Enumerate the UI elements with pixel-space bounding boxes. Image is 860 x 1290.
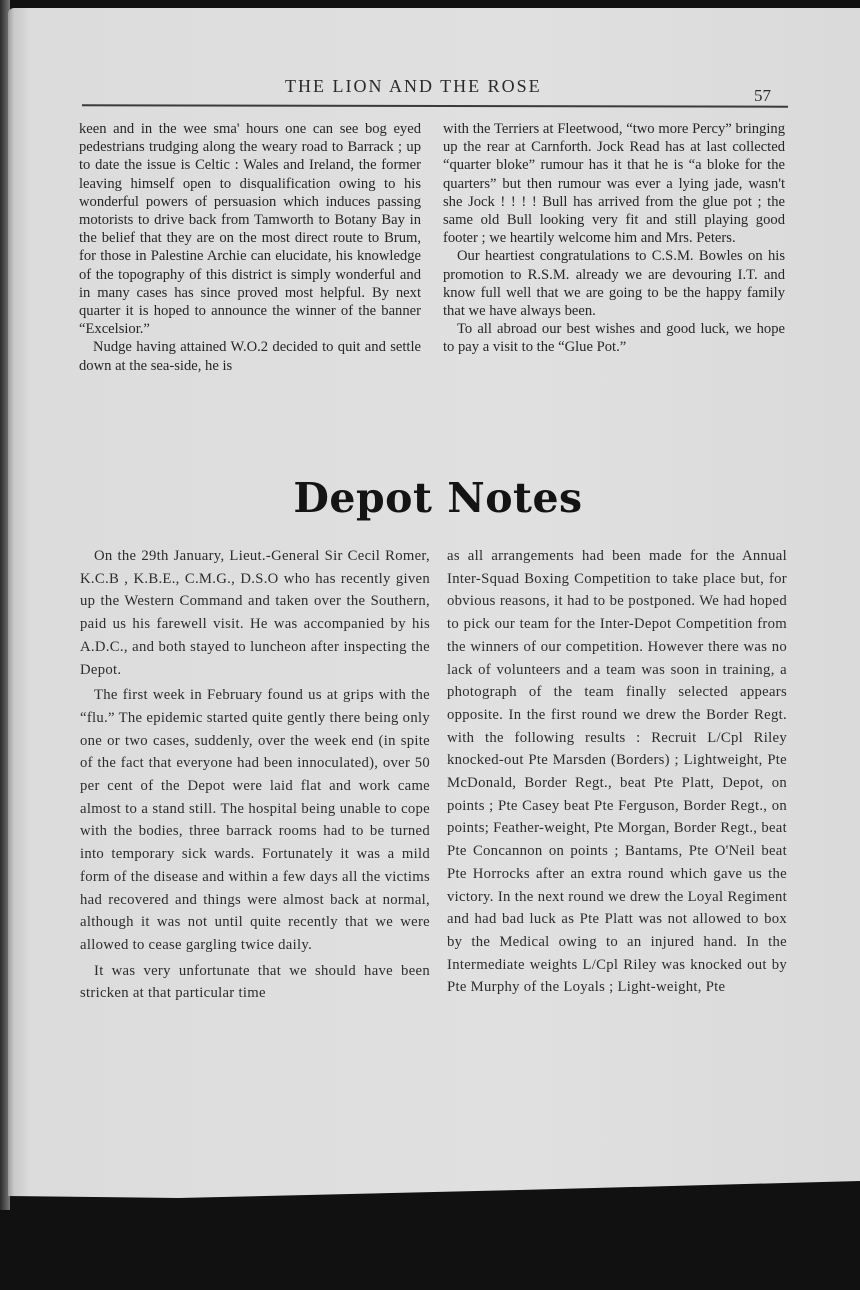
previous-article-right-column	[443, 120, 785, 357]
article-right-column	[447, 545, 787, 999]
article-left-column	[80, 545, 430, 1005]
page-number: 57	[754, 86, 771, 105]
previous-article-left-column	[79, 120, 421, 375]
paragraph: On the 29th January, Lieut.-General Sir Cecil Romer, K.C.B , K.B.E., C.M.G., D.S.O who has recently given up the Western Command and taken over the Southern, paid us his farewell visit. He was accompanied by his A.D.C., and both stayed to luncheon after inspecting the Depot.	[80, 548, 430, 678]
paragraph: It was very unfortunate that we should have been stricken at that particular time	[80, 962, 430, 1002]
paragraph: To all abroad our best wishes and good luck, we hope to pay a visit to the “Glue Pot.”	[443, 321, 785, 356]
paragraph: Nudge having attained W.O.2 decided to quit and settle down at the sea-side, he is	[79, 339, 421, 374]
running-title: THE LION AND THE ROSE	[285, 76, 542, 96]
paragraph: keen and in the wee sma' hours one can see bog eyed pedestrians trudging along the weary road to Barrack ; up to date the issue is Celtic : Wales and Ireland, the former leaving himself open to disqualification owing to his wonderful powers of persuasion which induces passing motorists to drive back from Tamworth to Botany Bay in the belief that they are on the most direct route to Brum, for those in Palestine Archie can elucidate, his knowledge of the topography of this district is simply wonderful and in many cases has since proved most helpful. By next quarter it is hoped to announce the winner of the banner “Excelsior.”	[79, 121, 421, 338]
paragraph: as all arrangements had been made for the Annual Inter-Squad Boxing Competition to take place but, for obvious reasons, it had to be postponed. We had hoped to pick our team for the Inter-Depot Competition from the winners of our competition. However there was no lack of volunteers and a team was soon in training, a photograph of the team finally selected appears opposite. In the first round we drew the Border Regt. with the following results : Recruit L/Cpl Riley knocked-out Pte Marsden (Borders) ; Lightweight, Pte McDonald, Border Regt., beat Pte Platt, Depot, on points ; Pte Casey beat Pte Ferguson, Border Regt., on points; Feather-weight, Pte Morgan, Border Regt., beat Pte Concannon on points ; Bantams, Pte O'Neil beat Pte Horrocks after an extra round which gave us the victory. In the next round we drew the Loyal Regiment and had bad luck as Pte Platt was not allowed to box by the Medical owing to an injured hand. In the Intermediate weights L/Cpl Riley was knocked out by Pte Murphy of the Loyals ; Light-weight, Pte	[447, 548, 787, 996]
paragraph: The first week in February found us at grips with the “flu.” The epidemic started quite gently there being only one or two cases, suddenly, over the week end (in spite of the fact that everyone had been innoculated), over 50 per cent of the Depot were laid flat and work came almost to a stand still. The hospital being unable to cope with the bodies, three barrack rooms had to be turned into temporary sick wards. Fortunately it was a mild form of the disease and within a few days all the victims had recovered and things were almost back at normal, although it was not until quite recently that we were allowed to cease gargling twice daily.	[80, 687, 430, 953]
paragraph: with the Terriers at Fleetwood, “two more Percy” bringing up the rear at Carnforth. Jock Read has at last collected “quarter bloke” rumour has it that he is “a bloke for the quarters” but then rumour was ever a lying jade, wasn't she Jock ! ! ! ! Bull has arrived from the glue pot ; the same old Bull looking very fit and still playing good footer ; we heartily welcome him and Mrs. Peters.	[443, 121, 785, 247]
paragraph: Our heartiest congratulations to C.S.M. Bowles on his promotion to R.S.M. already we are devouring I.T. and know full well that we are going to be the happy family that we have always been.	[443, 248, 785, 320]
article-headline: Depot Notes	[293, 474, 583, 522]
